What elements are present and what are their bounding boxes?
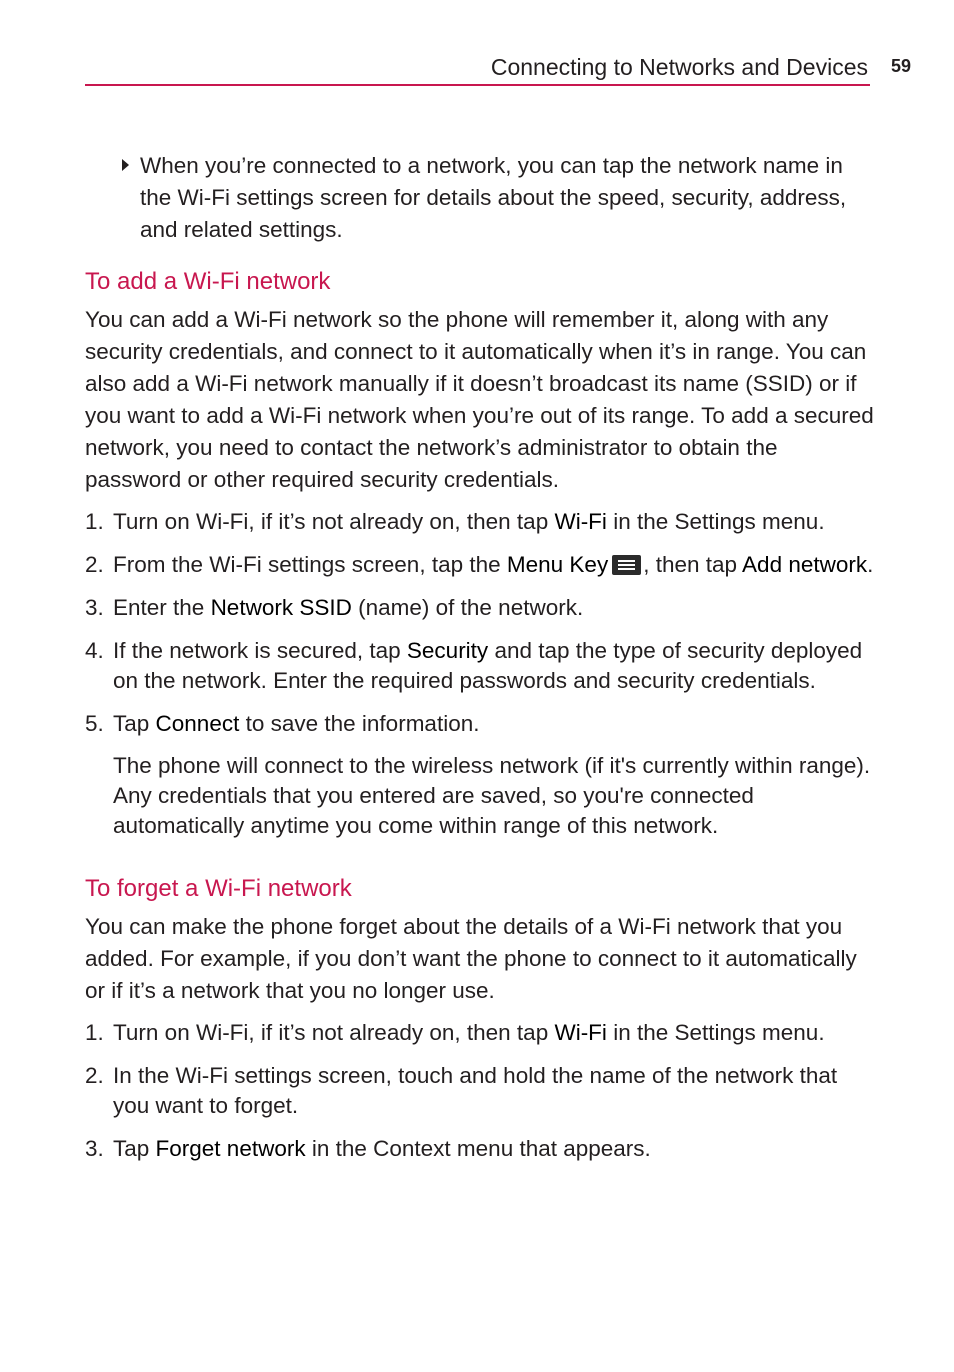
- add-step-5-followup: The phone will connect to the wireless network (if it's currently within range). Any credentials that you entered are saved, so you're connected automatically anytime you come within range of this network.: [113, 753, 871, 838]
- ui-term-security: Security: [406, 638, 489, 663]
- forget-step-2: [85, 1061, 875, 1121]
- step-text: Turn on Wi-Fi, if it’s not already on, then tap: [113, 509, 555, 534]
- ui-term-wifi: Wi-Fi: [554, 1020, 607, 1045]
- triangle-bullet-icon: [122, 159, 129, 171]
- ui-term-network-ssid: Network SSID: [210, 595, 352, 620]
- page-header: [85, 50, 870, 86]
- step-text: Enter the: [113, 595, 211, 620]
- add-network-heading: To add a Wi-Fi network: [85, 268, 331, 295]
- add-step-4: [85, 636, 875, 696]
- step-text: , then tap: [643, 552, 743, 577]
- forget-network-heading: To forget a Wi-Fi network: [85, 875, 352, 902]
- add-step-5: [85, 709, 875, 739]
- step-number: 2.: [85, 1063, 104, 1088]
- ui-term-menu-key: Menu Key: [506, 552, 609, 577]
- add-network-paragraph: You can add a Wi-Fi network so the phone will remember it, along with any security credentials, and connect to it automatically when it’s in range. You can also add a Wi-Fi network manually if it doesn’t broadcast its name (SSID) or if you want to add a Wi-Fi network when you’re out of its range. To add a secured network, you need to contact the network’s administrator to obtain the password or other required security credentials.: [85, 307, 874, 492]
- menu-key-icon: [612, 555, 641, 575]
- step-text: in the Settings menu.: [606, 509, 825, 534]
- page-number: 59: [891, 56, 912, 76]
- step-number: 3.: [85, 595, 104, 620]
- step-text: In the Wi-Fi settings screen, touch and hold the name of the network that you want to forget.: [113, 1063, 838, 1118]
- step-text: From the Wi-Fi settings screen, tap the: [113, 552, 507, 577]
- step-text: Turn on Wi-Fi, if it’s not already on, then tap: [113, 1020, 555, 1045]
- step-text: (name) of the network.: [351, 595, 584, 620]
- section-forget-network: [85, 873, 875, 1164]
- forget-step-3: [85, 1134, 875, 1164]
- add-network-steps: [85, 507, 875, 739]
- page-content: [85, 150, 875, 1177]
- ui-term-add-network: Add network: [742, 552, 868, 577]
- step-text: and tap the type of security deployed on the network. Enter the required passwords and security credentials.: [113, 638, 863, 693]
- forget-network-steps: [85, 1018, 875, 1164]
- ui-term-connect: Connect: [155, 711, 240, 736]
- step-number: 5.: [85, 711, 104, 736]
- step-text: to save the information.: [239, 711, 480, 736]
- step-text: in the Context menu that appears.: [305, 1136, 651, 1161]
- add-step-3: [85, 593, 875, 623]
- step-number: 3.: [85, 1136, 104, 1161]
- step-number: 1.: [85, 1020, 104, 1045]
- header-title: Connecting to Networks and Devices: [490, 54, 868, 80]
- forget-network-paragraph: You can make the phone forget about the details of a Wi-Fi network that you added. For example, if you don’t want the phone to connect to it automatically or if it’s a network that you no longer use.: [85, 914, 857, 1003]
- add-step-2: [85, 550, 875, 580]
- ui-term-wifi: Wi-Fi: [554, 509, 607, 534]
- intro-bullet: [85, 150, 875, 246]
- intro-bullet-text: When you’re connected to a network, you can tap the network name in the Wi-Fi settings screen for details about the speed, security, address, and related settings.: [140, 153, 847, 242]
- section-add-network: [85, 266, 875, 841]
- step-number: 4.: [85, 638, 104, 663]
- add-step-1: [85, 507, 875, 537]
- step-number: 1.: [85, 509, 104, 534]
- step-text: Tap: [113, 1136, 156, 1161]
- step-text: .: [867, 552, 874, 577]
- step-text: Tap: [113, 711, 156, 736]
- step-text: If the network is secured, tap: [113, 638, 407, 663]
- step-text: in the Settings menu.: [606, 1020, 825, 1045]
- forget-step-1: [85, 1018, 875, 1048]
- step-number: 2.: [85, 552, 104, 577]
- ui-term-forget-network: Forget network: [155, 1136, 306, 1161]
